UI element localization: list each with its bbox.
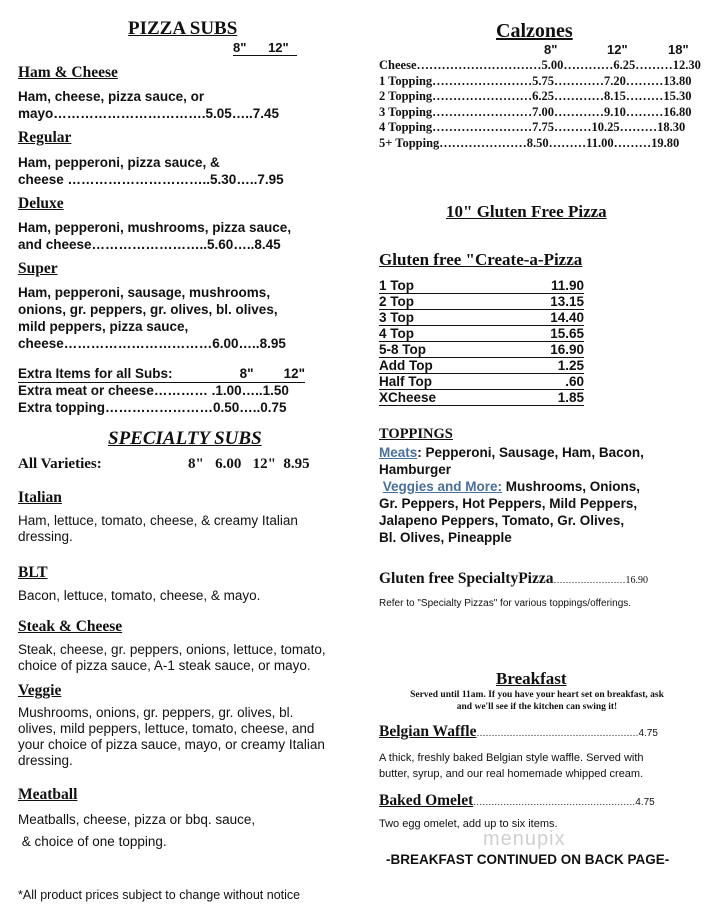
desc-line: butter, syrup, and our real homemade whipped cream. (379, 768, 644, 780)
leader-dots: …………………… (553, 575, 626, 585)
watermark: menupix (483, 828, 566, 850)
desc-line: dressing. (18, 529, 73, 544)
gf-specialty-note: Refer to "Specialty Pizzas" for various toppings/offerings. (379, 598, 632, 609)
desc-line: and cheese……………………..5.60…..8.45 (18, 237, 281, 252)
desc-line: Ham, pepperoni, sausage, mushrooms, (18, 285, 271, 300)
desc-line: & choice of one topping. (18, 834, 167, 849)
calzone-row: 2 Topping……………………6.25…………8.15………15.30 (379, 89, 692, 103)
item-desc-veggie (18, 705, 325, 769)
gf-row (379, 326, 584, 342)
gf-price: 1.25 (557, 358, 584, 373)
calzone-size-12: 12" (607, 42, 628, 57)
create-a-pizza-title: Gluten free "Create-a-Pizza (379, 250, 583, 269)
veggies-text: Jalapeno Peppers, Tomato, Gr. Olives, (379, 513, 625, 528)
item-desc-deluxe (18, 219, 291, 253)
calzone-row: 3 Topping……………………7.00…………9.10………16.80 (379, 104, 692, 119)
veggies-text: Bl. Olives, Pineapple (379, 530, 512, 545)
item-name-ham-cheese: Ham & Cheese (18, 64, 118, 81)
item-desc-meatball (18, 809, 255, 853)
extras-row: Extra meat or cheese………… .1.00…..1.50 (18, 383, 289, 398)
breakfast-continued-note: -BREAKFAST CONTINUED ON BACK PAGE- (386, 852, 670, 867)
calzone-row: 5+ Topping…………………8.50………11.00………19.80 (379, 135, 680, 150)
extras-header: Extra Items for all Subs: (18, 366, 173, 381)
desc-line: Ham, lettuce, tomato, cheese, & creamy Italian (18, 513, 298, 528)
item-desc-super (18, 284, 286, 352)
item-price: 4.75 (635, 797, 655, 808)
desc-line: mayo…………………………….5.05…..7.45 (18, 106, 280, 121)
item-name-belgian-waffle: Belgian Waffle (379, 723, 477, 740)
item-name-regular: Regular (18, 129, 72, 146)
pizza-subs-title: PIZZA SUBS (128, 18, 238, 39)
gf-row (379, 310, 584, 326)
gf-label: 5-8 Top (379, 342, 426, 357)
meats-text: : Pepperoni, Sausage, Ham, Bacon, (417, 445, 644, 460)
item-name-veggie: Veggie (18, 682, 62, 699)
desc-line: cheese …………………………..5.30…..7.95 (18, 172, 284, 187)
belgian-waffle-row (379, 723, 658, 741)
item-name-steak-cheese: Steak & Cheese (18, 618, 123, 635)
calzones-title: Calzones (496, 20, 573, 42)
gf-row (379, 342, 584, 358)
item-desc-regular (18, 154, 284, 188)
all-varieties-prices: 8" 6.00 12" 8.95 (188, 456, 310, 472)
gf-row (379, 374, 584, 390)
desc-line: onions, gr. peppers, gr. olives, bl. olives, (18, 302, 278, 317)
item-desc-steak-cheese (18, 642, 326, 674)
item-name-meatball: Meatball (18, 786, 78, 803)
item-name-blt: BLT (18, 564, 48, 581)
all-varieties-label: All Varieties: (18, 456, 102, 472)
desc-line: Steak, cheese, gr. peppers, onions, lettuce, tomato, (18, 642, 326, 657)
gf-price: 11.90 (550, 278, 584, 293)
gf-row (379, 358, 584, 374)
item-desc-belgian-waffle (379, 750, 644, 782)
toppings-list (379, 444, 679, 546)
gf-label: Add Top (379, 358, 433, 373)
desc-line: mild peppers, pizza sauce, (18, 319, 189, 334)
gf-specialty-name: Gluten free SpecialtyPizza (379, 570, 554, 587)
calzone-size-18: 18" (668, 42, 689, 57)
desc-line: dressing. (18, 753, 73, 768)
gf-row (379, 278, 584, 294)
desc-line: choice of pizza sauce, A-1 steak sauce, or mayo. (18, 658, 311, 673)
gf-label: 1 Top (379, 278, 414, 293)
veggies-link[interactable]: Veggies and More: (382, 479, 503, 494)
calzone-rows (379, 58, 701, 151)
meats-link[interactable]: Meats (379, 445, 418, 460)
calzone-row: 4 Topping……………………7.75………10.25………18.30 (379, 120, 686, 134)
veggies-text: Gr. Peppers, Hot Peppers, Mild Peppers, (379, 496, 638, 511)
gf-price: 1.85 (557, 390, 584, 405)
gf-label: 2 Top (379, 294, 414, 309)
gf-price: 14.40 (550, 310, 584, 325)
extras-rows (18, 382, 289, 416)
desc-line: Ham, pepperoni, pizza sauce, & (18, 155, 220, 170)
price-disclaimer: *All product prices subject to change without notice (18, 888, 301, 902)
calzone-size-8: 8" (544, 42, 558, 57)
gf-label: XCheese (379, 390, 437, 405)
gf-price: .60 (565, 374, 584, 389)
item-desc-italian (18, 513, 298, 545)
gluten-free-price-table (379, 278, 584, 406)
desc-line: Ham, pepperoni, mushrooms, pizza sauce, (18, 220, 292, 235)
item-price: 4.75 (638, 728, 658, 739)
desc-line: A thick, freshly baked Belgian style waffle. Served with (379, 752, 644, 764)
extras-size-header: 8" 12" (239, 366, 305, 381)
extras-header-row (18, 365, 305, 383)
pizza-subs-size-header: 8" 12" (233, 40, 297, 56)
gluten-free-title: 10" Gluten Free Pizza (446, 202, 607, 221)
item-desc-ham-cheese (18, 88, 279, 122)
gf-label: 4 Top (379, 326, 414, 341)
item-desc-blt (18, 588, 260, 604)
gf-price: 13.15 (550, 294, 584, 309)
gf-price: 16.90 (550, 342, 584, 357)
toppings-title: TOPPINGS (379, 426, 453, 442)
item-name-super: Super (18, 260, 58, 277)
gf-row (379, 294, 584, 310)
veggies-text: Mushrooms, Onions, (502, 479, 641, 494)
desc-line: cheese……………………………6.00…..8.95 (18, 336, 286, 351)
gf-label: 3 Top (379, 310, 414, 325)
baked-omelet-row (379, 792, 655, 810)
gf-specialty-price: 16.90 (625, 575, 648, 586)
calzone-row: Cheese…………………………5.00…………6.25………12.30 (379, 58, 701, 72)
desc-line: Ham, cheese, pizza sauce, or (18, 89, 205, 104)
specialty-subs-title: SPECIALTY SUBS (108, 428, 262, 449)
breakfast-subtitle (379, 689, 695, 713)
breakfast-title: Breakfast (496, 669, 567, 688)
item-name-baked-omelet: Baked Omelet (379, 792, 474, 809)
gf-label: Half Top (379, 374, 432, 389)
item-name-italian: Italian (18, 489, 62, 506)
gf-specialty-row (379, 570, 648, 588)
desc-line: Meatballs, cheese, pizza or bbq. sauce, (18, 812, 256, 827)
gf-price: 15.65 (550, 326, 584, 341)
item-desc-baked-omelet: Two egg omelet, add up to six items. (379, 818, 558, 830)
desc-line: Mushrooms, onions, gr. peppers, gr. olives, bl. (18, 705, 294, 720)
extras-row: Extra topping……………………0.50…..0.75 (18, 400, 287, 415)
meats-text: Hamburger (379, 462, 452, 477)
desc-line: olives, mild peppers, lettuce, tomato, cheese, and (18, 721, 315, 736)
subtitle-line: Served until 11am. If you have your heart set on breakfast, ask (410, 690, 664, 700)
gf-row (379, 390, 584, 406)
desc-line: Bacon, lettuce, tomato, cheese, & mayo. (18, 588, 261, 603)
leader-dots: ……………………………………………… (476, 728, 639, 738)
desc-line: your choice of pizza sauce, mayo, or creamy Italian (18, 737, 325, 752)
item-name-deluxe: Deluxe (18, 195, 64, 212)
calzone-row: 1 Topping……………………5.75…………7.20………13.80 (379, 73, 692, 88)
leader-dots: ……………………………………………… (473, 797, 636, 807)
subtitle-line: and we'll see if the kitchen can swing it! (456, 702, 618, 712)
